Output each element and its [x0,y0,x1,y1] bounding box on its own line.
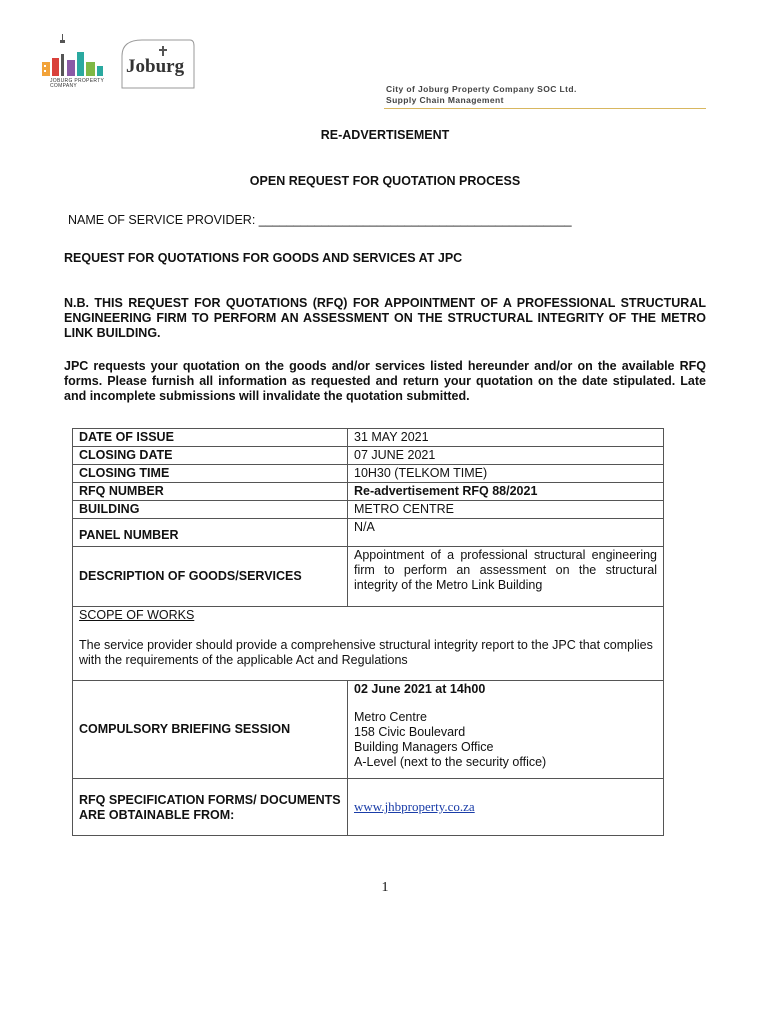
briefing-address-line: A-Level (next to the security office) [354,755,547,769]
page-number: 1 [381,880,389,895]
briefing-date: 02 June 2021 at 14h00 [354,682,486,696]
nb-paragraph: N.B. THIS REQUEST FOR QUOTATIONS (RFQ) FOR APPOINTMENT OF A PROFESSIONAL STRUCTURAL ENGINEERING FIRM TO PERFORM AN ASSESSMENT ON THE STRUCTURAL INTEGRITY OF THE METRO LINK BUILDING. [64,296,706,340]
panel-number-value: N/A [348,519,664,547]
briefing-session-label: COMPULSORY BRIEFING SESSION [73,681,348,779]
building-value: METRO CENTRE [348,501,664,519]
rfq-number-value: Re-advertisement RFQ 88/2021 [348,483,664,501]
rfq-details-table [72,428,664,836]
joburg-logo-text: Joburg [126,56,185,77]
company-info [386,84,577,106]
scope-of-works-heading: SCOPE OF WORKS [79,608,195,622]
forms-link-cell [348,779,664,836]
table-row [73,429,664,447]
jpc-paragraph: JPC requests your quotation on the goods and/or services listed hereunder and/or on the available RFQ forms. Please furnish all information as requested and return your quotation on the date stipulated. Late and incomplete submissions will invalidate the quotation submitted. [64,359,706,403]
process-title: OPEN REQUEST FOR QUOTATION PROCESS [249,174,521,188]
forms-label: RFQ SPECIFICATION FORMS/ DOCUMENTS ARE OBTAINABLE FROM: [73,779,348,836]
table-row [73,779,664,836]
scope-of-works-text: The service provider should provide a comprehensive structural integrity report to the JPC that complies with the requirements of the applicable Act and Regulations [79,638,653,667]
table-row [73,519,664,547]
table-row [73,465,664,483]
logo-caption: JOBURG PROPERTY COMPANY [50,78,105,89]
table-row [73,681,664,779]
closing-time-value: 10H30 (TELKOM TIME) [348,465,664,483]
scope-of-works-cell [73,607,664,681]
briefing-address-line: Building Managers Office [354,740,494,754]
jhbproperty-link[interactable]: www.jhbproperty.co.za [354,799,475,814]
header-rule [384,108,706,109]
table-row [73,547,664,607]
closing-date-label: CLOSING DATE [73,447,348,465]
table-row [73,607,664,681]
service-provider-line: NAME OF SERVICE PROVIDER: _____________________________________________ [68,213,572,227]
briefing-address-line: 158 Civic Boulevard [354,725,466,739]
skyline-icon [38,34,110,80]
joburg-logo [114,36,198,92]
description-label: DESCRIPTION OF GOODS/SERVICES [73,547,348,607]
table-row [73,447,664,465]
table-row [73,501,664,519]
date-of-issue-label: DATE OF ISSUE [73,429,348,447]
building-label: BUILDING [73,501,348,519]
description-value: Appointment of a professional structural engineering firm to perform an assessment on the structural integrity of the Metro Link Building [348,547,664,607]
panel-number-label: PANEL NUMBER [73,519,348,547]
rfq-heading: REQUEST FOR QUOTATIONS FOR GOODS AND SERVICES AT JPC [64,251,463,265]
table-row [73,483,664,501]
company-name: City of Joburg Property Company SOC Ltd. [386,84,577,94]
briefing-session-value [348,681,664,779]
closing-time-label: CLOSING TIME [73,465,348,483]
readvertisement-title: RE-ADVERTISEMENT [320,128,450,142]
rfq-number-label: RFQ NUMBER [73,483,348,501]
closing-date-value: 07 JUNE 2021 [348,447,664,465]
date-of-issue-value: 31 MAY 2021 [348,429,664,447]
joburg-property-logo [38,34,110,92]
department-name: Supply Chain Management [386,95,504,105]
briefing-address-line: Metro Centre [354,710,427,724]
